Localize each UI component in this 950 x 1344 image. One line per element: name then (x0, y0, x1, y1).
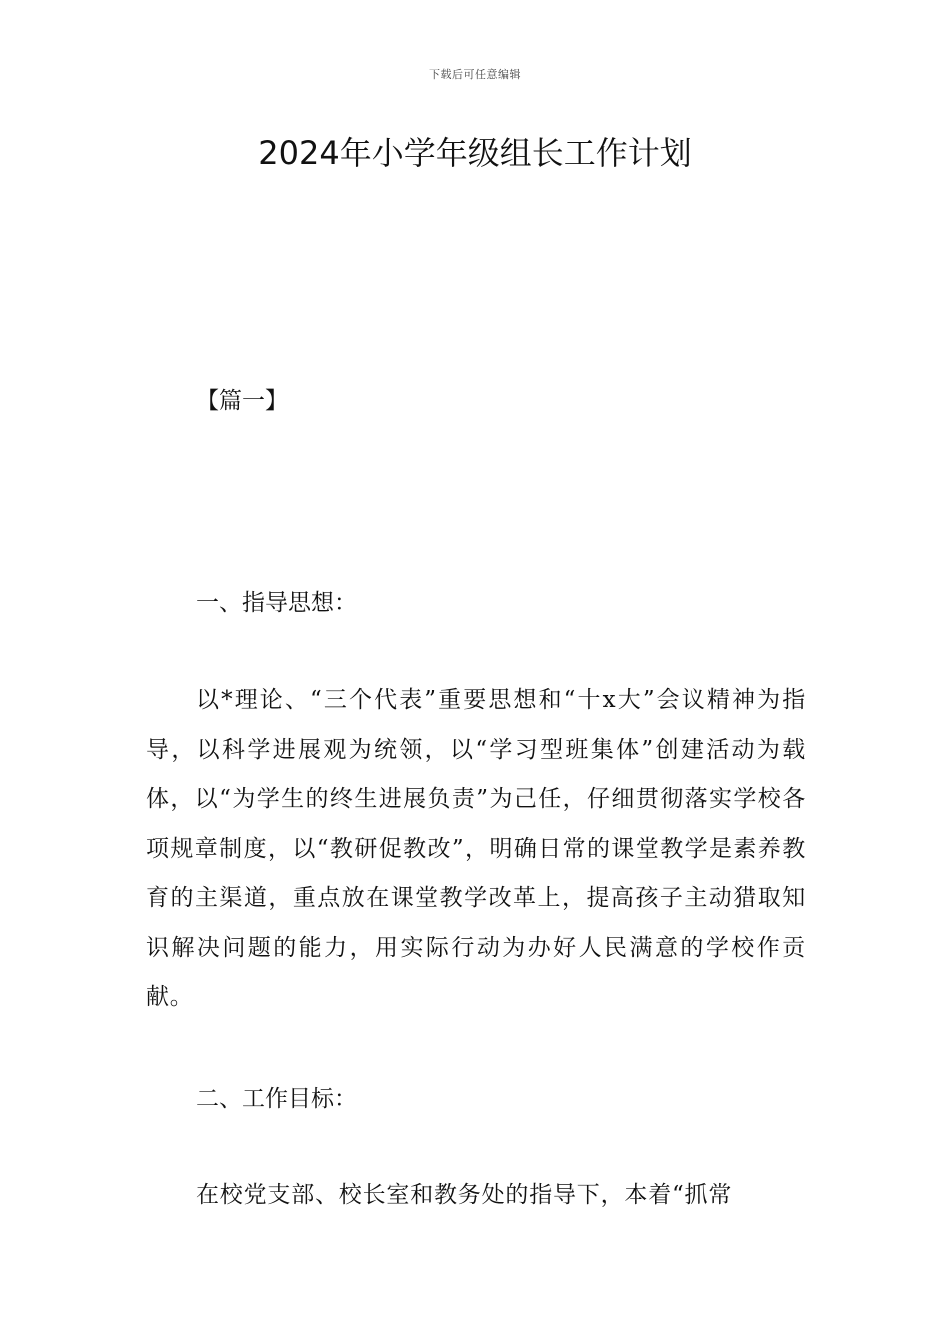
paragraph-work-goals: 在校党支部、校长室和教务处的指导下，本着“抓常 (196, 1182, 733, 1208)
section-heading-work-goals: 二、工作目标： (196, 1086, 357, 1112)
paragraph-guiding-ideology: 以*理论、“三个代表”重要思想和“十x大”会议精神为指导，以科学进展观为统领，以“学习型班集体”创建活动为载体，以“为学生的终生进展负责”为己任，仔细贯彻落实学校各项规章制度，以“教研促教改”，明确日常的课堂教学是素养教育的主渠道，重点放在课堂教学改革上，提高孩子主动猎取知识解决问题的能力，用实际行动为办好人民满意的学校作贡献。 (146, 687, 806, 1010)
header-note: 下载后可任意编辑 (429, 68, 521, 81)
section-tag: 【篇一】 (196, 388, 288, 414)
document-title: 2024年小学年级组长工作计划 (258, 134, 692, 172)
section-heading-guiding-ideology: 一、指导思想： (196, 590, 357, 616)
